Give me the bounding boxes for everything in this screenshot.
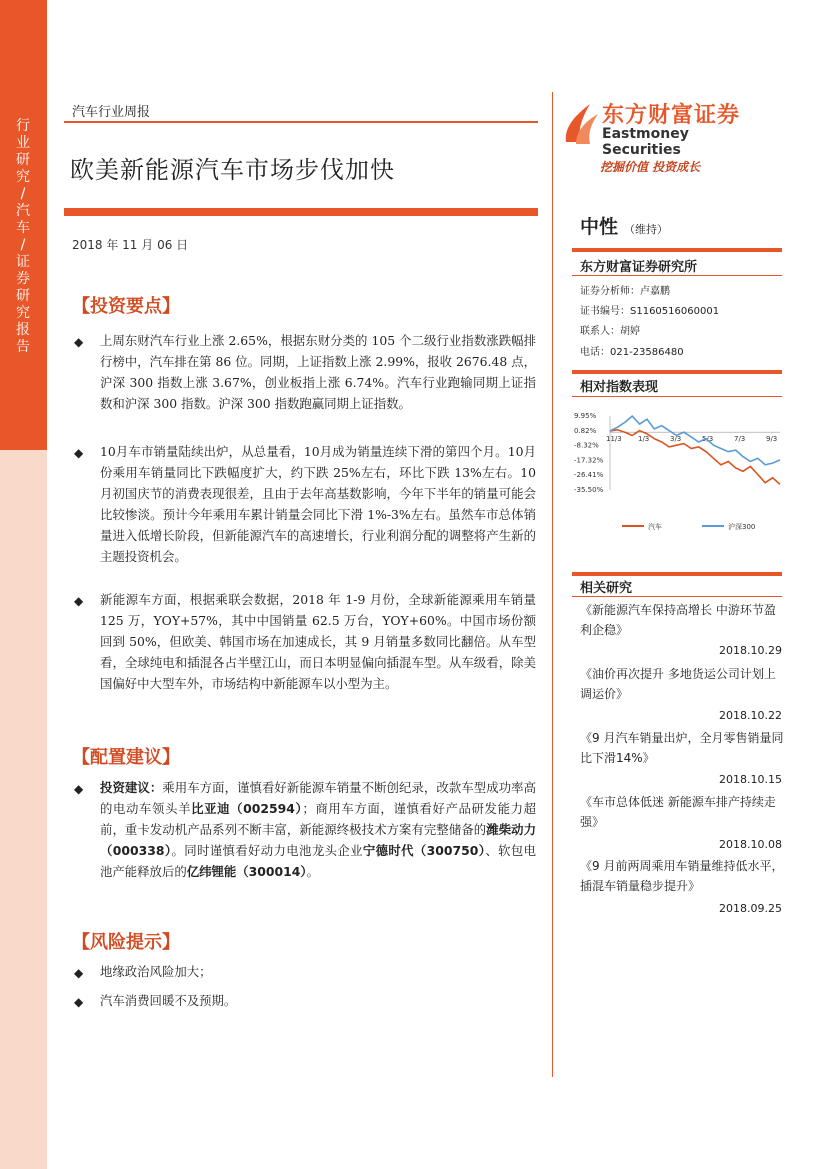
allocation-text-3: 。同时谨慎看好动力电池龙头企业 <box>171 843 363 858</box>
stock-catl: 宁德时代（300750） <box>362 843 486 858</box>
bullet-icon <box>74 335 86 349</box>
chart-section-rule <box>572 370 782 374</box>
title-rule <box>64 208 538 216</box>
analyst: 证券分析师：卢嘉鹏 <box>580 286 670 297</box>
related-item[interactable]: 《9 月前两周乘用车销量维持低水平，插混车销量稳步提升》 <box>580 859 784 893</box>
x-tick-label: 9/3 <box>766 435 778 444</box>
related-item[interactable]: 《9 月汽车销量出炉，全月零售销量同比下滑14%》 <box>580 731 784 765</box>
risk-point-1: 地缘政治风险加大； <box>100 964 212 979</box>
x-tick-label: 5/3 <box>702 435 714 444</box>
column-divider <box>552 92 553 1077</box>
y-tick-label: 0.82% <box>574 426 597 435</box>
header-rule <box>64 121 538 123</box>
investment-point-2: 10月车市销量陆续出炉，从总量看，10月成为销量连续下滑的第四个月。10月份乘用车销量同比下跌幅度扩大，约下跌 25%左右，环比下跌 13%左右。10月初国庆节的消费表现很差，且由于去年高基数影响，今年下半年的销量可能会比较惨淡。预计今年乘用车累计销量会同比下滑 1%-3%左右。虽然车市总体销量进入低增长阶段，但新能源汽车的高速增长，行业利润分配的调整将产生新的主题投资机会。 <box>100 444 536 564</box>
related-item-date: 2018.10.15 <box>719 773 782 786</box>
allocation-text-2: ；商用车方面，谨慎看好产品研发能力超前，重卡发动机产品系列不断丰富，新能源终极技术方案有完整储备的 <box>100 801 536 837</box>
rating <box>580 212 668 239</box>
bullet-icon <box>74 966 86 980</box>
x-tick-label: 1/3 <box>638 435 650 444</box>
stock-weichai: 潍柴动力（000338） <box>100 822 537 858</box>
stock-eve: 亿纬锂能（300014） <box>186 864 307 879</box>
series-line-auto <box>610 430 780 485</box>
sidebar-category-text: 行业研究 / 汽车 / 证券研究报告 <box>16 118 30 355</box>
bullet-icon <box>74 446 86 460</box>
phone: 电话：021-23586480 <box>580 347 684 358</box>
report-type: 汽车行业周报 <box>72 105 151 120</box>
investment-point-1: 上周东财汽车行业上涨 2.65%，根据东财分类的 105 个二级行业指数涨跌幅排行榜中，汽车排在第 86 位。同期，上证指数上涨 2.99%，报收 2676.48 点，沪深 300 指数上涨 3.67%，创业板指上涨 6.74%。汽车行业跑输同期上证指数和沪深 300 指数。沪深 300 指数跑赢同期上证指数。 <box>100 333 536 411</box>
y-tick-label: -35.50% <box>574 486 604 494</box>
risk-point-2: 汽车消费回暖不及预期。 <box>100 993 237 1008</box>
rating-note: （维持） <box>624 223 669 236</box>
risk-heading: 【风险提示】 <box>72 932 180 953</box>
legend-label: 汽车 <box>648 523 662 531</box>
chart-section-title: 相对指数表现 <box>580 380 659 395</box>
y-tick-label: -8.32% <box>574 441 599 450</box>
related-title-rule <box>572 596 782 597</box>
brand-mark-icon <box>560 98 600 148</box>
y-tick-label: -17.32% <box>574 456 604 465</box>
y-tick-label: -26.41% <box>574 471 604 480</box>
related-rule <box>572 572 782 576</box>
brand-slogan: 挖掘价值 投资成长 <box>600 160 701 174</box>
related-item-date: 2018.10.22 <box>719 709 782 722</box>
rating-rule <box>572 248 782 252</box>
related-item[interactable]: 《油价再次提升 多地货运公司计划上调运价》 <box>580 667 776 701</box>
x-tick-label: 3/3 <box>670 435 682 444</box>
relative-index-chart <box>572 408 784 548</box>
report-date: 2018 年 11 月 06 日 <box>72 238 189 252</box>
contact: 联系人：胡婷 <box>580 326 640 337</box>
allocation-text-4: 、软包电池产能释放后的 <box>100 843 537 879</box>
chart-title-rule <box>572 396 782 397</box>
related-item-date: 2018.09.25 <box>719 902 782 915</box>
related-title: 相关研究 <box>580 581 633 596</box>
sidebar <box>0 0 47 1169</box>
rating-value: 中性 <box>580 216 619 238</box>
allocation-heading: 【配置建议】 <box>72 747 180 768</box>
brand-name-cn: 东方财富证券 <box>602 103 741 128</box>
investment-point-3: 新能源车方面，根据乘联会数据，2018 年 1-9 月份，全球新能源乘用车销量 125 万，YOY+57%，其中中国销量 62.5 万台，YOY+60%。中国市场份额回到 50%，但欧美、韩国市场在加速成长，其 9 月销量多数同比翻倍。从车型看，全球纯电和插混各占半壁江山，而日本明显偏向插混车型。从车级看，除美国偏好中大型车外，市场结构中新能源车以小型为主。 <box>100 592 536 691</box>
sidebar-lower-band <box>0 450 47 1169</box>
stock-byd: 比亚迪（002594） <box>191 801 303 816</box>
bullet-icon <box>74 594 86 608</box>
bullet-icon <box>74 995 86 1009</box>
x-tick-label: 11/3 <box>606 435 622 444</box>
related-item-date: 2018.10.08 <box>719 838 782 851</box>
institute-name: 东方财富证券研究所 <box>580 260 698 275</box>
series-line-hs300 <box>610 416 780 465</box>
legend-label: 沪深300 <box>728 523 756 531</box>
allocation-text <box>100 777 536 882</box>
investment-heading: 【投资要点】 <box>72 296 180 317</box>
institute-rule <box>572 275 782 276</box>
allocation-text-1: 乘用车方面，谨慎看好新能源车销量不断创纪录，改款车型成功率高的电动车领头羊 <box>100 780 537 816</box>
cert-number: 证书编号：S1160516060001 <box>580 306 720 317</box>
y-tick-label: 9.95% <box>574 412 597 420</box>
allocation-label: 投资建议： <box>100 780 163 795</box>
brand-logo <box>560 96 765 158</box>
brand-name-en: Eastmoney Securities <box>602 126 689 158</box>
bullet-icon <box>74 782 86 796</box>
page-title: 欧美新能源汽车市场步伐加快 <box>70 156 395 184</box>
allocation-text-5: 。 <box>306 864 319 879</box>
related-item-date: 2018.10.29 <box>719 644 782 657</box>
related-item[interactable]: 《车市总体低迷 新能源车排产持续走强》 <box>580 795 776 829</box>
related-item[interactable]: 《新能源汽车保持高增长 中游环节盈利企稳》 <box>580 603 776 637</box>
x-tick-label: 7/3 <box>734 435 746 444</box>
